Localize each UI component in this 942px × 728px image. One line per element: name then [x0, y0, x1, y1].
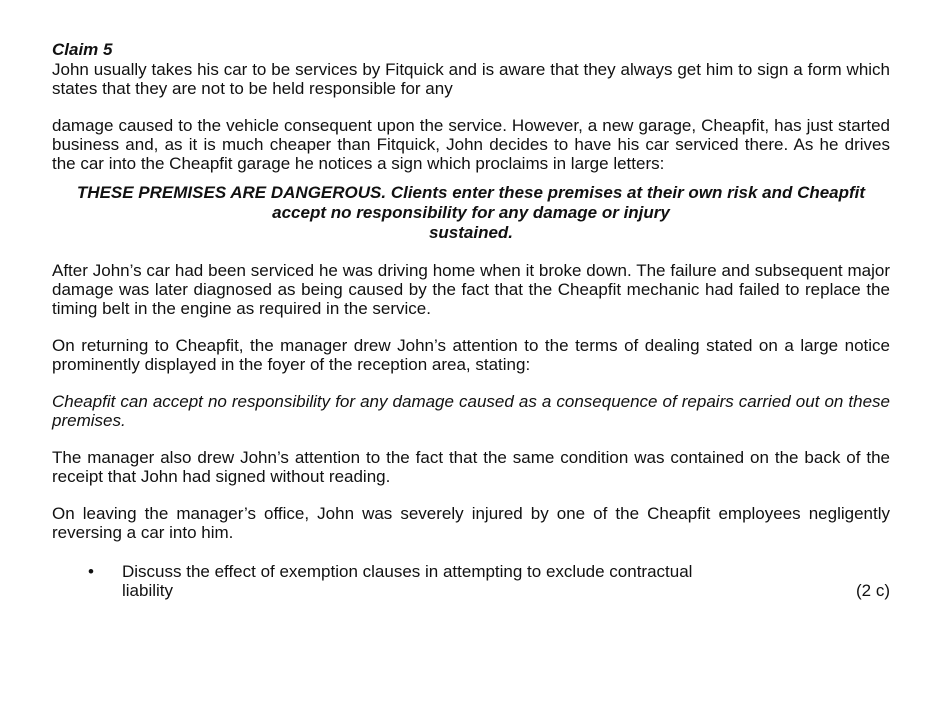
question-line: liability — [122, 581, 174, 600]
notice-text: Cheapfit can accept no responsibility for any damage caused as a consequence of repairs carried out on these premises. — [52, 392, 890, 430]
claim-title: Claim 5 — [52, 40, 113, 59]
warning-sign-line: sustained. — [428, 223, 514, 242]
paragraph-cheapfit: damage caused to the vehicle consequent upon the service. However, a new garage, Cheapfit, has just started business and, as it is much cheaper than Fitquick, John decides to have his car serviced there. As he drives the car into the Cheapfit garage he notices a sign which proclaims in large letters: — [52, 116, 890, 173]
paragraph-injury: On leaving the manager’s office, John was severely injured by one of the Cheapfit employees negligently reversing a car into him. — [52, 504, 890, 542]
document-page — [52, 40, 890, 600]
question-item — [52, 562, 890, 600]
paragraph-manager: On returning to Cheapfit, the manager drew John’s attention to the terms of dealing stated on a large notice prominently displayed in the foyer of the reception area, stating: — [52, 336, 890, 374]
paragraph-breakdown: After John’s car had been serviced he was driving home when it broke down. The failure and subsequent major damage was later diagnosed as being caused by the fact that the Cheapfit mechanic had failed to replace the timing belt in the engine as required in the service. — [52, 261, 890, 318]
warning-sign-text — [66, 183, 876, 243]
paragraph-receipt: The manager also drew John’s attention to the fact that the same condition was contained on the back of the receipt that John had signed without reading. — [52, 448, 890, 486]
marks-label: (2 c) — [856, 581, 890, 600]
paragraph-intro: John usually takes his car to be services by Fitquick and is aware that they always get him to sign a form which states that they are not to be held responsible for any — [52, 60, 890, 98]
bullet-icon: • — [88, 562, 94, 581]
question-line: Discuss the effect of exemption clauses in attempting to exclude contractual — [122, 562, 693, 581]
question-last-line — [122, 581, 890, 600]
question-text — [122, 562, 890, 600]
warning-sign-line: THESE PREMISES ARE DANGEROUS. Clients enter these premises at their own risk and Cheapfit accept no responsibility for any damage or injury — [76, 183, 866, 222]
